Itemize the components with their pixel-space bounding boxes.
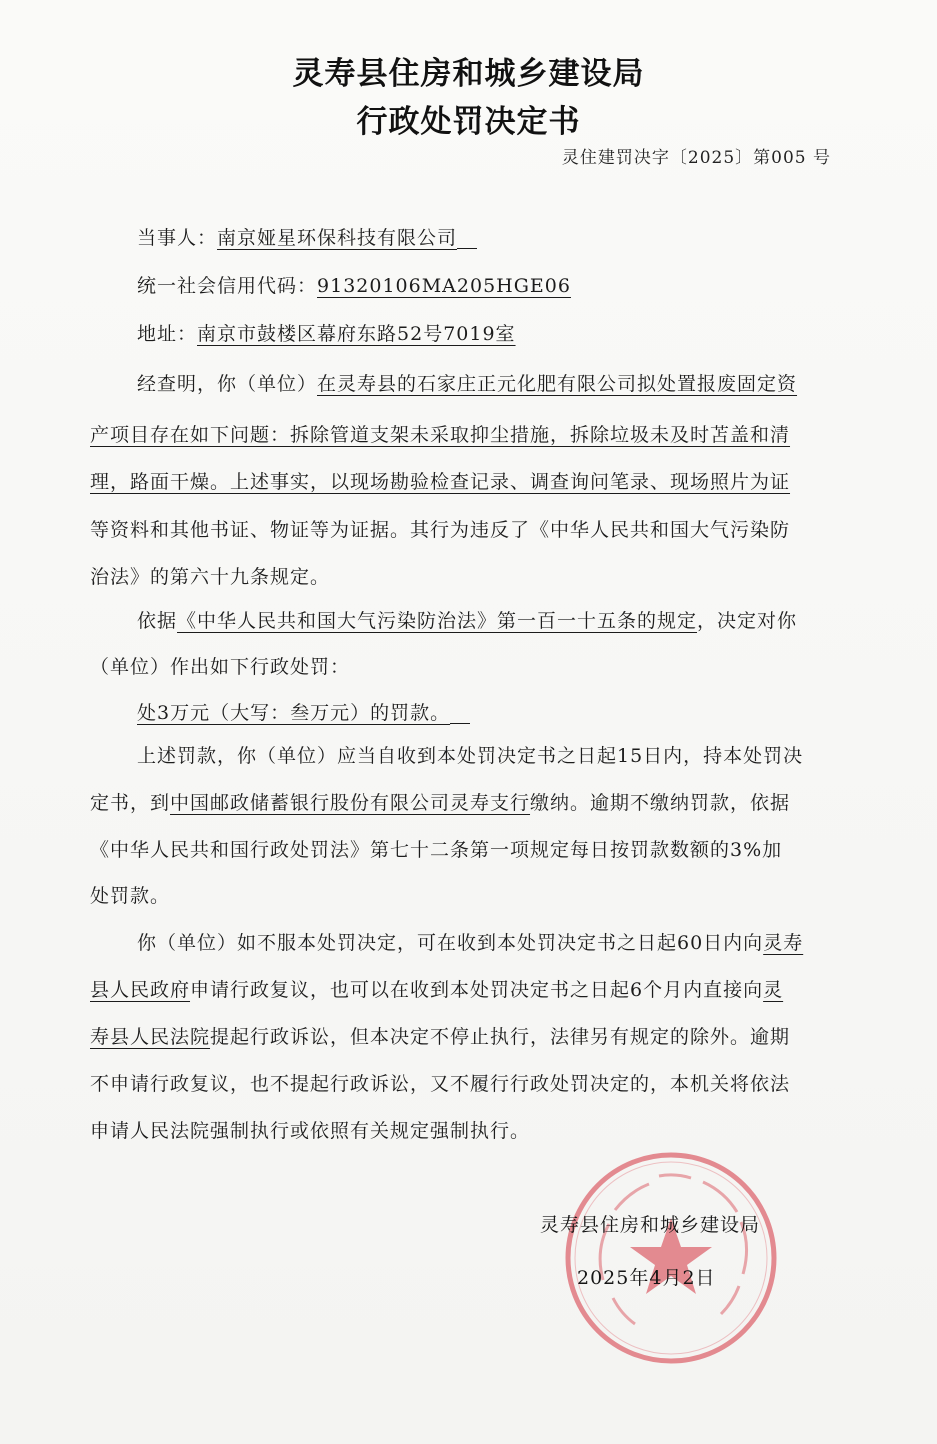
appeal-line-5: 申请人民法院强制执行或依照有关规定强制执行。	[90, 1120, 531, 1142]
payment-text-end: 缴纳。逾期不缴纳罚款，依据	[530, 792, 791, 814]
appeal-text: 申请行政复议，也可以在收到本处罚决定书之日起6个月内直接向	[190, 979, 764, 1001]
document-number: 灵住建罚决字〔2025〕第005 号	[561, 148, 831, 168]
payment-line-1: 上述罚款，你（单位）应当自收到本处罚决定书之日起15日内，持本处罚决	[137, 745, 804, 767]
appeal-government-start: 灵寿	[763, 932, 804, 954]
penalty-line	[137, 701, 887, 725]
signature-date: 2025年4月2日	[577, 1267, 716, 1289]
basis-text-end: ，决定对你	[697, 610, 798, 632]
appeal-text: 你（单位）如不服本处罚决定，可在收到本处罚决定书之日起60日内向	[137, 932, 764, 954]
official-seal	[563, 1150, 779, 1366]
party-name-label: 当事人：	[137, 227, 218, 249]
payment-line-4: 处罚款。	[90, 885, 171, 907]
payment-text: 定书，到	[90, 792, 171, 814]
appeal-line-4: 不申请行政复议，也不提起行政诉讼，又不履行行政处罚决定的，本机关将依法	[90, 1073, 791, 1095]
party-credit-label: 统一社会信用代码：	[137, 275, 318, 297]
underline-pad	[450, 722, 470, 724]
document-title-issuer: 灵寿县住房和城乡建设局	[292, 56, 645, 92]
payment-line-2	[90, 791, 840, 815]
appeal-line-1	[137, 931, 887, 955]
party-address-label: 地址：	[137, 323, 198, 345]
party-name-line	[137, 226, 887, 250]
facts-line-5: 治法》的第六十九条规定。	[90, 566, 331, 588]
basis-line-1	[137, 609, 887, 633]
underline-pad	[457, 247, 477, 249]
facts-line-3: 理，路面干燥。上述事实，以现场勘验检查记录、调查询问笔录、现场照片为证	[90, 471, 791, 493]
party-address-line	[137, 322, 887, 346]
facts-line-4: 等资料和其他书证、物证等为证据。其行为违反了《中华人民共和国大气污染防	[90, 519, 791, 541]
signature-organization: 灵寿县住房和城乡建设局	[540, 1214, 761, 1236]
facts-line-2: 产项目存在如下问题：拆除管道支架未采取抑尘措施，拆除垃圾未及时苫盖和清	[90, 424, 791, 446]
facts-underlined-text: 在灵寿县的石家庄正元化肥有限公司拟处置报废固定资	[317, 373, 798, 395]
document-title: 行政处罚决定书	[356, 104, 581, 140]
payment-line-3: 《中华人民共和国行政处罚法》第七十二条第一项规定每日按罚款数额的3%加	[90, 839, 783, 861]
facts-line-1	[137, 372, 887, 396]
party-address-value: 南京市鼓楼区幕府东路52号7019室	[197, 323, 516, 345]
basis-law-reference: 《中华人民共和国大气污染防治法》第一百一十五条的规定	[177, 610, 698, 632]
basis-text: 依据	[137, 610, 178, 632]
appeal-government-end: 县人民政府	[90, 979, 191, 1001]
party-credit-line	[137, 274, 887, 298]
facts-text: 经查明，你（单位）	[137, 373, 318, 395]
party-name-value: 南京娅星环保科技有限公司	[217, 227, 458, 249]
payment-bank: 中国邮政储蓄银行股份有限公司灵寿支行	[170, 792, 531, 814]
appeal-court-start: 灵	[763, 979, 784, 1001]
appeal-text: 提起行政诉讼，但本决定不停止执行，法律另有规定的除外。逾期	[210, 1026, 791, 1048]
basis-line-2: （单位）作出如下行政处罚：	[90, 656, 351, 678]
penalty-amount: 处3万元（大写：叁万元）的罚款。	[137, 702, 451, 724]
appeal-line-2	[90, 978, 840, 1002]
party-credit-value: 91320106MA205HGE06	[317, 275, 571, 297]
appeal-line-3	[90, 1025, 840, 1049]
appeal-court-end: 寿县人民法院	[90, 1026, 211, 1048]
